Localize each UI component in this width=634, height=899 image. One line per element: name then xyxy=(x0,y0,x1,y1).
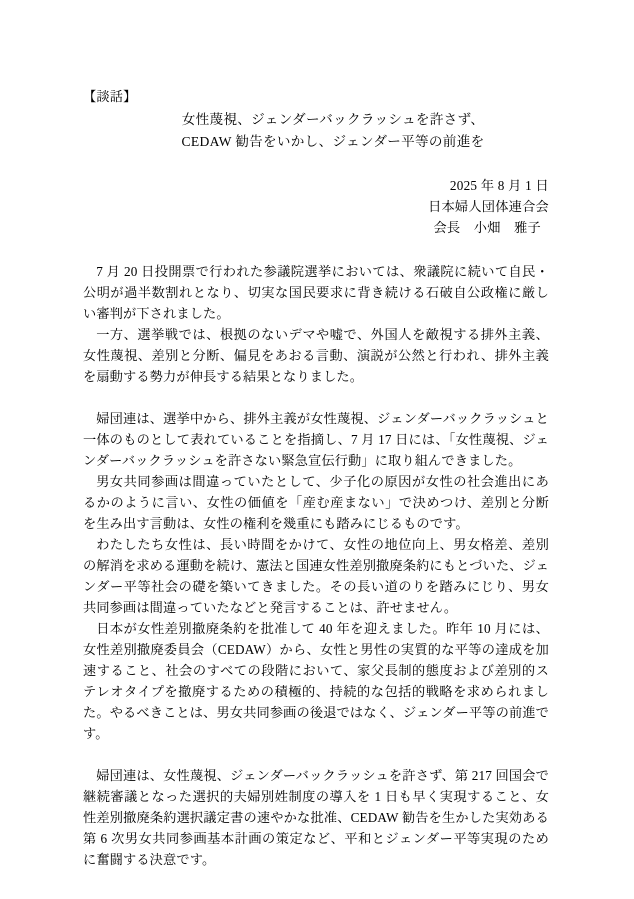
body-paragraph: わたしたち女性は、長い時間をかけて、女性の地位向上、男女格差、差別の解消を求める運動を続け、憲法と国連女性差別撤廃条約にもとづいた、ジェンダー平等社会の礎を築いてきました。その長い道のりを踏みにじり、男女共同参画は間違っていたなどと発言することは、許せません。 xyxy=(83,537,549,615)
document-kicker: 【談話】 xyxy=(83,89,137,104)
title-line-1: 女性蔑視、ジェンダーバックラッシュを許さず、 xyxy=(181,112,485,127)
document-date: 2025 年 8 月 1 日 xyxy=(449,178,549,193)
paragraph-group xyxy=(83,261,549,387)
body-paragraph: 婦団連は、選挙中から、排外主義が女性蔑視、ジェンダーバックラッシュと一体のものとして表れていることを指摘し、7 月 17 日には、「女性蔑視、ジェンダーバックラッシュを許さない緊急宣伝行動」に取り組んできました。 xyxy=(83,411,549,468)
body-paragraph: 婦団連は、女性蔑視、ジェンダーバックラッシュを許さず、第 217 回国会で継続審議となった選択的夫婦別姓制度の導入を 1 日も早く実現すること、女性差別撤廃条約選択議定書の速やかな批准、CEDAW 勧告を生かした実効ある第 6 次男女共同参画基本計画の策定など、平和とジェンダー平等実現のために奮闘する決意です。 xyxy=(83,768,549,867)
body-paragraph: 男女共同参画は間違っていたとして、少子化の原因が女性の社会進出にあるかのように言い、女性の価値を「産む産まない」で決めつけ、差別と分断を生み出す言動は、女性の権利を幾重にも踏みにじるものです。 xyxy=(83,474,549,531)
issuing-organization: 日本婦人団体連合会 xyxy=(428,199,549,214)
body-paragraph: 一方、選挙戦では、根拠のないデマや嘘で、外国人を敵視する排外主義、女性蔑視、差別と分断、偏見をあおる言動、演説が公然と行われ、排外主義を扇動する勢力が伸長する結果となりました。 xyxy=(83,327,549,384)
paragraph-group xyxy=(83,408,549,744)
title-line-2: CEDAW 勧告をいかし、ジェンダー平等の前進を xyxy=(181,134,485,149)
paragraph-group xyxy=(83,765,549,870)
body-paragraph: 日本が女性差別撤廃条約を批准して 40 年を迎えました。昨年 10 月には、女性差別撤廃委員会（CEDAW）から、女性と男性の実質的な平等の達成を加速すること、社会のすべての段階において、家父長制的態度および差別的ステレオタイプを撤廃するための積極的、持続的な包括的戦略を求められました。やるべきことは、男女共同参画の後退ではなく、ジェンダー平等の前進です。 xyxy=(83,621,549,741)
document-title xyxy=(83,109,549,153)
document-meta xyxy=(83,175,549,238)
document-body xyxy=(83,86,549,870)
body-paragraph: 7 月 20 日投開票で行われた参議院選挙においては、衆議院に続いて自民・公明が過半数割れとなり、切実な国民要求に背き続ける石破自公政権に厳しい審判が下されました。 xyxy=(83,264,549,321)
chairperson-name: 会長 小畑 雅子 xyxy=(433,220,541,235)
